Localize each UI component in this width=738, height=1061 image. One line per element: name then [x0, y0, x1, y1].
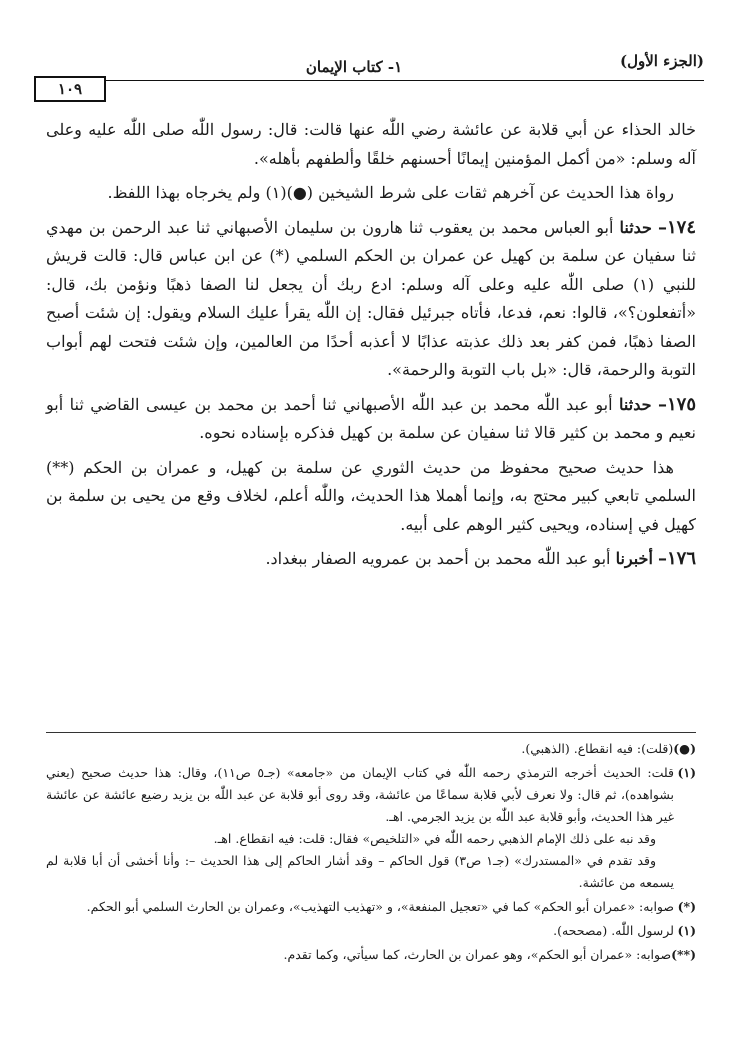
- running-header: [34, 44, 704, 98]
- footnotes: [46, 738, 696, 968]
- paragraph-1: [46, 116, 696, 173]
- footnote-text: [46, 896, 674, 918]
- hadith-text: أبو عبد اللّٰه محمد بن أحمد بن عمرويه الصفار ببغداد.: [265, 549, 616, 568]
- footnote-mark: (*): [677, 899, 696, 914]
- footnote-star: [46, 896, 696, 918]
- footnote-line: صوابه: «عمران أبو الحكم»، وهو عمران بن الحارث، كما سيأتي، وكما تقدم.: [283, 947, 672, 962]
- hadith-174: [46, 214, 696, 385]
- header-rule: [34, 80, 704, 81]
- footnote-line: (قلت): فيه انقطاع. (الذهبي).: [521, 741, 674, 756]
- footnote-text: [46, 920, 674, 942]
- hadith-number: ١٧٦–: [657, 548, 696, 569]
- footnote-bullet: [46, 738, 696, 760]
- hadith-176: [46, 545, 696, 574]
- volume-label: (الجزء الأول): [619, 52, 704, 70]
- footnote-text: [46, 762, 674, 894]
- hadith-number: ١٧٤–: [657, 216, 696, 238]
- hadith-text: أبو العباس محمد بن يعقوب ثنا هارون بن سليمان الأصبهاني ثنا عبد الرحمن بن مهدي ثنا سفيان عن سلمة بن كهيل عن عمران بن الحكم السلمي (*) عن ابن عباس قال: قالت قريش للنبي (١) صلى اللّٰه عليه وعلى آله وسلم: ادع ربك أن يجعل لنا الصفا ذهبًا ونؤمن بك، قال: «أتفعلون؟»، قالوا: نعم، فدعا، فأتاه جبرئيل فقال: إن اللّٰه يقرأ عليك السلام ويقول: إن شئت أصبح الصفا ذهبًا، فمن كفر بعد ذلك عذبته عذابًا لا أعذبه أحدًا من العالمين، وإن شئت فتحت لهم أبواب التوبة والرحمة، قال: «بل باب التوبة والرحمة».: [46, 217, 696, 379]
- hadith-keyword: حدثنا: [619, 394, 652, 414]
- footnote-1: [46, 762, 696, 894]
- footnote-text: [46, 944, 671, 966]
- footnote-line: صوابه: «عمران أبو الحكم» كما في «تعجيل المنفعة»، و «تهذيب التهذيب»، وعمران بن الحارث السلمي أبو الحكم.: [86, 899, 674, 914]
- main-text: [46, 118, 696, 580]
- footnote-line: وقد نبه على ذلك الإمام الذهبي رحمه اللّٰه في «التلخيص» فقال: قلت: فيه انقطاع. اهـ.: [213, 831, 656, 846]
- hadith-keyword: حدثنا: [619, 217, 652, 237]
- footnote-mark: (١): [677, 923, 696, 938]
- paragraph-text: رواة هذا الحديث عن آخرهم ثقات على شرط الشيخين (●)(١) ولم يخرجاه بهذا اللفظ.: [107, 183, 674, 202]
- footnote-double-star: [46, 944, 696, 966]
- hadith-175: [46, 391, 696, 448]
- hadith-text: أبو عبد اللّٰه محمد بن عبد اللّٰه الأصبهاني ثنا أحمد بن محمد بن عيسى القاضي ثنا أبو نعيم و محمد بن كثير قالا ثنا سفيان عن سلمة بن كهيل فذكره بإسناده نحوه.: [46, 394, 696, 442]
- paragraph-commentary: [46, 454, 696, 540]
- hadith-keyword: أخبرنا: [615, 549, 653, 568]
- footnote-text: [46, 738, 673, 760]
- footnote-mark: (●): [673, 741, 696, 756]
- footnote-line: قلت: الحديث أخرجه الترمذي رحمه اللّٰه في كتاب الإيمان من «جامعه» (جـ٥ ص١١)، وقال: هذا حديث صحيح (يعني بشواهده)، ثم قال: ولا نعرف لأبي قلابة سماعًا من عائشة، وقد روى أبو قلابة عن عبد اللّٰه بن يزيد رضيع عائشة عن عائشة غير هذا الحديث، وأبو قلابة عبد اللّٰه بن يزيد الجرمي. اهـ.: [46, 765, 674, 824]
- footnote-separator: [46, 732, 696, 733]
- paragraph-text: هذا حديث صحيح محفوظ من حديث الثوري عن سلمة بن كهيل، و عمران بن الحكم (**) السلمي تابعي كبير محتج به، وإنما أهملا هذا الحديث، واللّٰه أعلم، لخلاف وقع من يحيى بن سلمة بن كهيل في إسناده، ويحيى كثير الوهم على أبيه.: [46, 457, 696, 534]
- footnote-mark: (**): [671, 947, 696, 962]
- footnote-line: لرسول اللّٰه. (مصححه).: [553, 923, 674, 938]
- chapter-title: ١- كتاب الإيمان: [305, 58, 403, 76]
- page-number: ١٠٩: [34, 76, 106, 102]
- paragraph-2: [46, 179, 696, 208]
- footnote-1b: [46, 920, 696, 942]
- footnote-mark: (١): [677, 765, 696, 780]
- paragraph-text: خالد الحذاء عن أبي قلابة عن عائشة رضي اللّٰه عنها قالت: قال: رسول اللّٰه صلى اللّٰه عليه وعلى آله وسلم: «من أكمل المؤمنين إيمانًا أحسنهم خلقًا وألطفهم بأهله».: [46, 120, 696, 168]
- hadith-number: ١٧٥–: [658, 393, 697, 415]
- footnote-line: وقد تقدم في «المستدرك» (جـ١ ص٣) قول الحاكم – وقد أشار الحاكم إلى هذا الحديث –: وأنا أخشى أن أبا قلابة لم يسمعه من عائشة.: [46, 853, 674, 890]
